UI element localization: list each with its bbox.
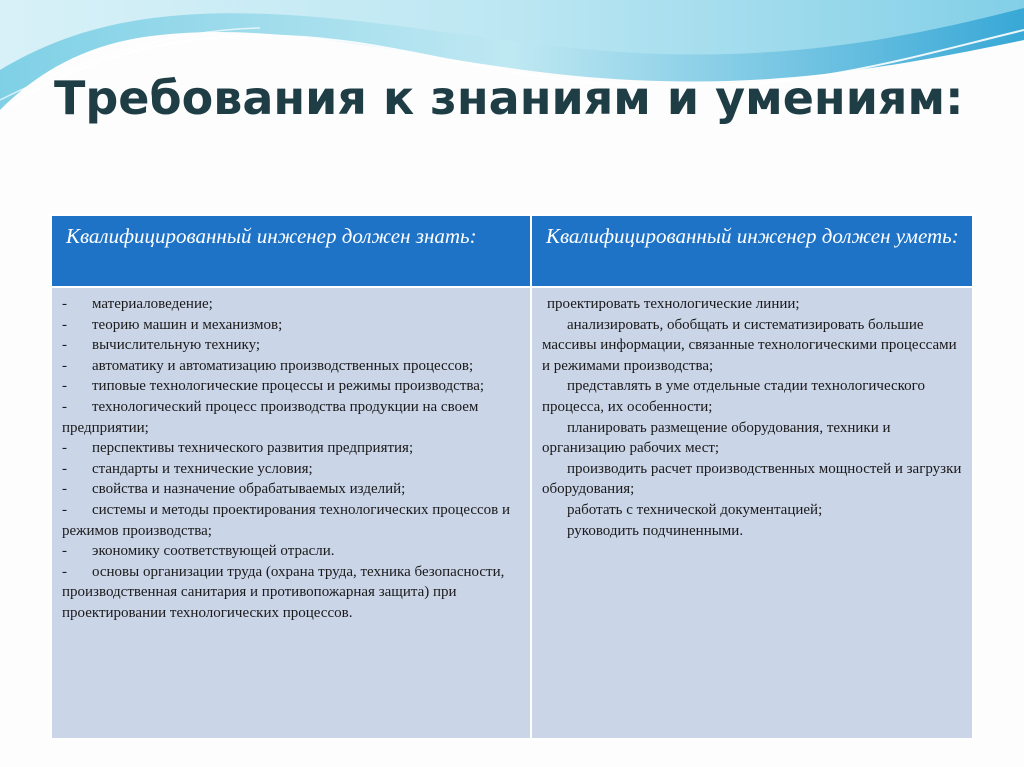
know-item-text: перспективы технического развития предприятия;: [92, 440, 414, 457]
know-item-text: технологический процесс производства продукции на своем предприятии;: [62, 398, 479, 436]
know-item: [62, 562, 520, 624]
bullet-dash: -: [62, 398, 67, 415]
know-item: [62, 397, 520, 438]
know-item: [62, 459, 520, 480]
table-body-row: [51, 287, 973, 739]
can-item: проектировать технологические линии;: [547, 296, 800, 312]
bullet-dash: -: [62, 357, 67, 374]
header-can: Квалифицированный инженер должен уметь:: [531, 215, 973, 287]
know-item-text: типовые технологические процессы и режимы производства;: [92, 378, 485, 395]
bullet-dash: -: [62, 460, 67, 477]
know-item: [62, 315, 520, 336]
know-list: [62, 294, 520, 624]
can-cell: [531, 287, 973, 739]
bullet-dash: -: [62, 316, 67, 333]
bullet-dash: -: [62, 543, 67, 560]
bullet-dash: -: [62, 337, 67, 354]
can-item: работать с технической документацией;: [567, 501, 823, 518]
header-know: Квалифицированный инженер должен знать:: [51, 215, 531, 287]
know-item: [62, 541, 520, 562]
know-item: [62, 376, 520, 397]
requirements-table: [50, 214, 974, 740]
know-item-text: материаловедение;: [92, 296, 213, 312]
can-list: [542, 294, 962, 541]
know-item-text: экономику соответствующей отрасли.: [92, 543, 335, 560]
can-item: производить расчет производственных мощностей и загрузки оборудования;: [542, 460, 962, 498]
know-item: [62, 335, 520, 356]
know-item-text: свойства и назначение обрабатываемых изделий;: [92, 481, 406, 498]
bullet-dash: -: [62, 563, 67, 580]
know-cell: [51, 287, 531, 739]
can-item: анализировать, обобщать и систематизировать большие массивы информации, связанные технологическими процессами и режимами производства;: [542, 316, 957, 374]
know-item: [62, 356, 520, 377]
know-item: [62, 500, 520, 541]
table-header-row: [51, 215, 973, 287]
bullet-dash: -: [62, 481, 67, 498]
know-item: [62, 438, 520, 459]
know-item: [62, 294, 520, 315]
know-item-text: автоматику и автоматизацию производственных процессов;: [92, 357, 474, 374]
know-item-text: вычислительную технику;: [92, 337, 261, 354]
can-item: руководить подчиненными.: [567, 522, 744, 539]
bullet-dash: -: [62, 440, 67, 457]
bullet-dash: -: [62, 296, 67, 312]
know-item-text: стандарты и технические условия;: [92, 460, 313, 477]
can-item: планировать размещение оборудования, техники и организацию рабочих мест;: [542, 419, 891, 457]
know-item-text: системы и методы проектирования технологических процессов и режимов производства;: [62, 501, 511, 539]
slide-title: Требования к знаниям и умениям:: [54, 71, 964, 125]
know-item-text: основы организации труда (охрана труда, техника безопасности, производственная санитария и противопожарная защита) при проектировании технологических процессов.: [62, 563, 505, 621]
bullet-dash: -: [62, 378, 67, 395]
bullet-dash: -: [62, 501, 67, 518]
know-item: [62, 479, 520, 500]
can-item: представлять в уме отдельные стадии технологического процесса, их особенности;: [542, 378, 925, 415]
know-item-text: теорию машин и механизмов;: [92, 316, 283, 333]
